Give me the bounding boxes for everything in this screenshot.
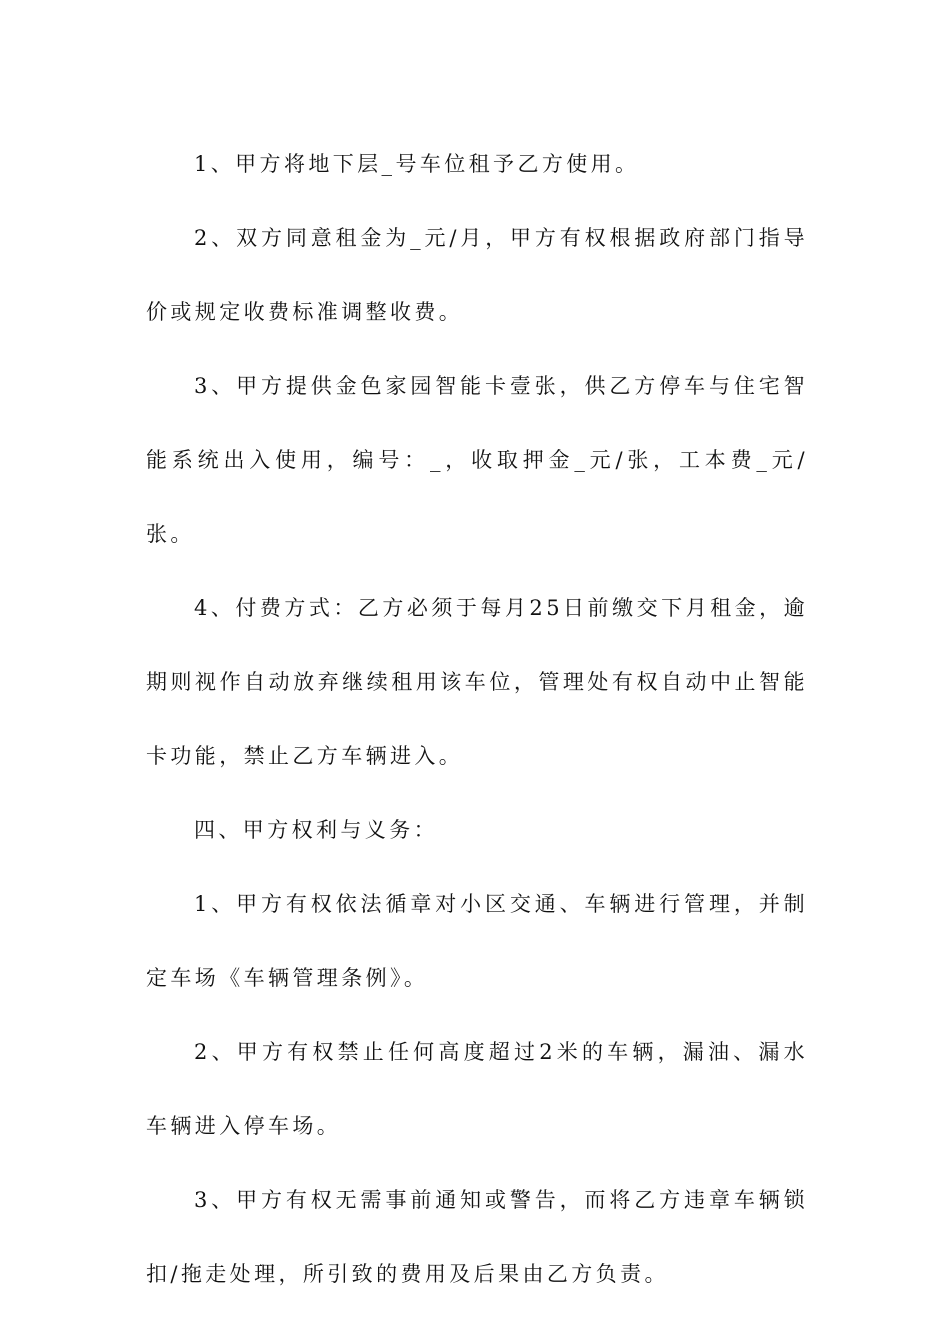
paragraph-violation-handling: 3、甲方有权无需事前通知或警告，而将乙方违章车辆锁扣/拖走处理，所引致的费用及后果由乙方负责。: [146, 1188, 808, 1286]
section-heading-party-a-rights: 四、甲方权利与义务：: [194, 818, 438, 842]
document-body: [146, 127, 808, 1311]
paragraph-traffic-management: 1、甲方有权依法循章对小区交通、车辆进行管理，并制定车场《车辆管理条例》。: [146, 892, 808, 990]
paragraph-parking-space: 1、甲方将地下层_号车位租予乙方使用。: [194, 152, 640, 176]
paragraph-payment: 4、付费方式：乙方必须于每月25日前缴交下月租金，逾期则视作自动放弃继续租用该车位，管理处有权自动中止智能卡功能，禁止乙方车辆进入。: [146, 596, 808, 768]
paragraph-rent: 2、双方同意租金为_元/月，甲方有权根据政府部门指导价或规定收费标准调整收费。: [146, 226, 808, 324]
paragraph-vehicle-restriction: 2、甲方有权禁止任何高度超过2米的车辆，漏油、漏水车辆进入停车场。: [146, 1040, 808, 1138]
paragraph-smart-card: 3、甲方提供金色家园智能卡壹张，供乙方停车与住宅智能系统出入使用，编号：_，收取押金_元/张，工本费_元/张。: [146, 374, 808, 546]
